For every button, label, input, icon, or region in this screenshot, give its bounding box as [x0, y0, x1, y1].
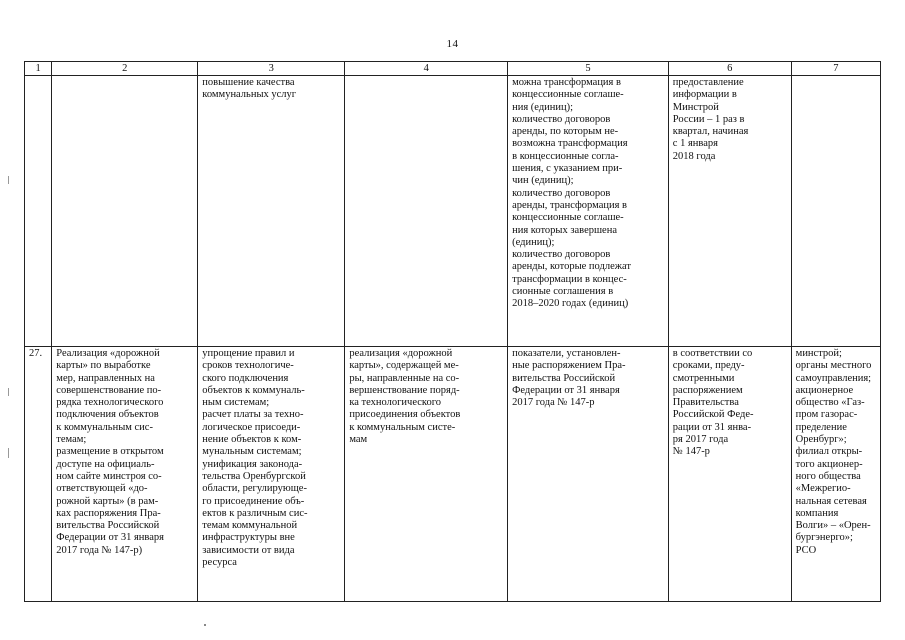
measure-name-cell: Реализация «дорожной карты» по выработке мер, направленных на совершенствование по- рядка технологического подключения объектов к коммунальным сис- темам; размещение в открытом доступе на официаль- ном сайте минстроя со- ответствующей «до- рожной карты» (в рам- ках распоряжения Пра- вительства Российской Федерации от 31 января 2017 года № 147-р): [52, 347, 198, 602]
column-number: 1: [25, 62, 52, 76]
column-number: 6: [668, 62, 791, 76]
activity-cell: [345, 76, 508, 347]
row-number-cell: 27.: [25, 347, 52, 602]
column-number: 4: [345, 62, 508, 76]
bottom-dot-mark: [204, 624, 206, 626]
left-margin-mark: [8, 176, 9, 184]
responsible-cell: [791, 76, 880, 347]
column-number: 2: [52, 62, 198, 76]
column-number: 7: [791, 62, 880, 76]
indicator-cell: показатели, установлен- ные распоряжением Пра- вительства Российской Федерации от 31 января 2017 года № 147-р: [508, 347, 669, 602]
column-number: 5: [508, 62, 669, 76]
deadline-cell: в соответствии со сроками, преду- смотренными распоряжением Правительства Российской Феде- рации от 31 янва- ря 2017 года № 147-р: [668, 347, 791, 602]
row-number-cell: [25, 76, 52, 347]
deadline-cell: предоставление информации в Минстрой России – 1 раз в квартал, начиная с 1 января 2018 года: [668, 76, 791, 347]
responsible-cell: минстрой; органы местного самоуправления; акционерное общество «Газ- пром газорас- пределение Оренбург»; филиал откры- того акционер- ного общества «Межрегио- нальная сетевая компания Волги» – «Орен- бургэнерго»; РСО: [791, 347, 880, 602]
table-row: [25, 76, 881, 347]
indicator-cell: можна трансформация в концессионные соглаше- ния (единиц); количество договоров аренды, по которым не- возможна трансформация в концессионные согла- шения, с указанием при- чин (единиц); количество договоров аренды, трансформация в концессионные соглаше- ния которых завершена (единиц); количество договоров аренды, которые подлежат трансформации в концес- сионные соглашения в 2018–2020 годах (единиц): [508, 76, 669, 347]
measures-table: [24, 61, 881, 602]
column-number: 3: [198, 62, 345, 76]
left-margin-mark: [8, 448, 9, 458]
expected-result-cell: упрощение правил и сроков технологиче- ского подключения объектов к коммуналь- ным системам; расчет платы за техно- логическое присоеди- нение объектов к ком- мунальным системам; унификация законода- тельства Оренбургской области, регулирующе- го присоединение объ- ектов к различным сис- темам коммунальной инфраструктуры вне зависимости от вида ресурса: [198, 347, 345, 602]
left-margin-mark: [8, 388, 9, 396]
measure-name-cell: [52, 76, 198, 347]
activity-cell: реализация «дорожной карты», содержащей ме- ры, направленные на со- вершенствование поряд- ка технологического присоединения объектов к коммунальным систе- мам: [345, 347, 508, 602]
expected-result-cell: повышение качества коммунальных услуг: [198, 76, 345, 347]
column-number-row: [25, 62, 881, 76]
page-number: 14: [446, 38, 459, 50]
table-row: [25, 347, 881, 602]
